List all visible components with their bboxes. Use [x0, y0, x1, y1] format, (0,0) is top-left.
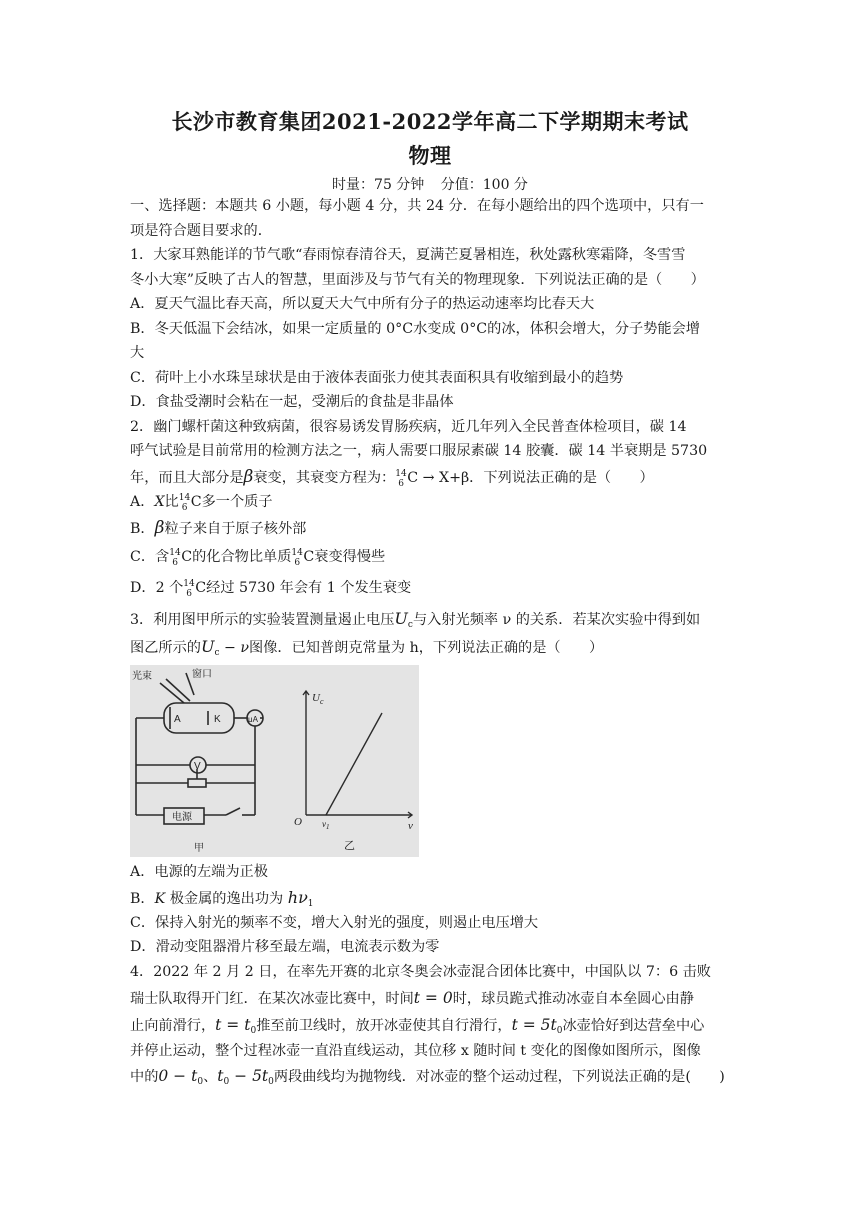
section-heading-line1: 一、选择题：本题共 6 小题，每小题 4 分，共 24 分．在每小题给出的四个选项中，只有一 [130, 198, 704, 214]
label-light-beam: 光束 [132, 671, 152, 682]
q4-stem-line3: 止向前滑行，$t = t_0$推至前卫线时，放开冰壶使其自行滑行，$t = 5t_0$冰壶恰好到达营垒中心 [130, 1016, 705, 1036]
q3-figure [130, 665, 419, 857]
section-heading-line2: 项是符合题目要求的． [130, 223, 272, 239]
graph-labels [294, 692, 413, 852]
uc-nu-graph [303, 691, 412, 818]
q4-stem-line2: 瑞士队取得开门红．在某次冰壶比赛中，时间t = 0时，球员跪式推动冰壶自本垒圆心由静 [130, 989, 694, 1007]
q3-option-c: C．保持入射光的频率不变，增大入射光的强度，则遏止电压增大 [130, 915, 539, 931]
q2-option-d: D．2 个 14 6 C经过 5730 年会有 1 个发生衰变 [130, 579, 412, 599]
switch [226, 808, 240, 815]
label-anode: A [174, 714, 181, 725]
carbon14-nuclide: 14 6 [291, 548, 303, 568]
q3-stem-line1: 3．利用图甲所示的实验装置测量遏止电压$U_c$与入射光频率 ν 的关系．若某次实验中得到如 [130, 609, 701, 630]
q2-stem-line3: 年，而且大部分是β衰变，其衰变方程为： 14 6 C → X+β．下列说法正确的是（ ） [130, 467, 654, 489]
graph-y-label: $U_c$ [312, 692, 324, 706]
q3-option-b: B．K 极金属的逸出功为 $h\nu_1$ [130, 888, 314, 909]
carbon14-nuclide: 14 6 [183, 579, 195, 599]
graph-x-label: ν [408, 820, 413, 832]
q1-option-d: D．食盐受潮时会粘在一起，受潮后的食盐是非晶体 [130, 394, 454, 410]
circuit-labels [132, 667, 259, 854]
q4-stem-line1: 4．2022 年 2 月 2 日，在率先开赛的北京冬奥会冰壶混合团体比赛中，中国队以 7：6 击败 [130, 964, 711, 980]
q1-stem-line1: 1．大家耳熟能详的节气歌“春雨惊春清谷天，夏满芒夏暑相连，秋处露秋寒霜降，冬雪雪 [130, 247, 686, 263]
q1-option-c: C．荷叶上小水珠呈球状是由于液体表面张力使其表面积具有收缩到最小的趋势 [130, 370, 624, 386]
label-microammeter: μA [248, 715, 258, 724]
rheostat [188, 779, 206, 787]
q3-stem-line2: 图乙所示的$U_c - \nu$图像．已知普朗克常量为 h，下列说法正确的是（ ） [130, 637, 604, 658]
label-cathode: K [214, 714, 221, 725]
graph-nu1: $\nu_1$ [322, 819, 330, 831]
label-window: 窗口 [192, 669, 212, 680]
label-jia: 甲 [194, 843, 204, 854]
q4-stem-line4: 并停止运动，整个过程冰壶一直沿直线运动，其位移 x 随时间 t 变化的图像如图所示，图像 [130, 1043, 701, 1059]
exam-subject: 物理 [408, 143, 452, 168]
q2-stem-line2: 呼气试验是目前常用的检测方法之一，病人需要口服尿素碳 14 胶囊．碳 14 半衰期是 5730 [130, 443, 708, 459]
q4-stem-line5: 中的$0 - t_0$、$t_0 - 5t_0$两段曲线均为抛物线．对冰壶的整个运动过程，下列说法正确的是( ) [130, 1067, 725, 1087]
circuit-diagram [136, 673, 263, 824]
label-voltmeter: V [194, 761, 201, 772]
q2-option-c: C．含 14 6 C的化合物比单质 14 6 C衰变得慢些 [130, 548, 386, 568]
exam-title: 长沙市教育集团2021-2022学年高二下学期期末考试 [171, 109, 689, 134]
carbon14-nuclide: 14 6 [169, 548, 181, 568]
q1-option-a: A．夏天气温比春天高，所以夏天大气中所有分子的热运动速率均比春天大 [130, 296, 595, 312]
exam-meta [0, 174, 860, 194]
q3-option-a: A．电源的左端为正极 [130, 864, 268, 880]
label-yi: 乙 [344, 840, 355, 852]
exam-score: 分值：100 分 [440, 177, 528, 193]
q3-option-d: D．滑动变阻器滑片移至最左端，电流表示数为零 [130, 939, 440, 955]
carbon14-nuclide: 14 6 [395, 469, 407, 489]
q2-option-a: A．X比 14 6 C多一个质子 [130, 493, 273, 513]
q1-stem-line2: 冬小大寒”反映了古人的智慧，里面涉及与节气有关的物理现象．下列说法正确的是（ ） [130, 272, 705, 288]
uc-line [326, 713, 382, 815]
q3-figure-drawing [130, 665, 419, 857]
graph-origin: O [294, 816, 302, 828]
q2-stem-line1: 2．幽门螺杆菌这种致病菌，很容易诱发胃肠疾病，近几年列入全民普查体检项目，碳 14 [130, 419, 687, 435]
label-power: 电源 [172, 812, 192, 823]
carbon14-nuclide: 14 6 [178, 493, 191, 513]
q1-option-b-line2: 大 [130, 345, 145, 361]
q2-option-b: B．β粒子来自于原子核外部 [130, 518, 307, 538]
beta-symbol: β [243, 467, 254, 487]
exam-time: 时量：75 分钟 [332, 177, 425, 193]
q1-option-b-line1: B．冬天低温下会结冰，如果一定质量的 0°C水变成 0°C的冰，体积会增大，分子势能会增 [130, 321, 700, 337]
